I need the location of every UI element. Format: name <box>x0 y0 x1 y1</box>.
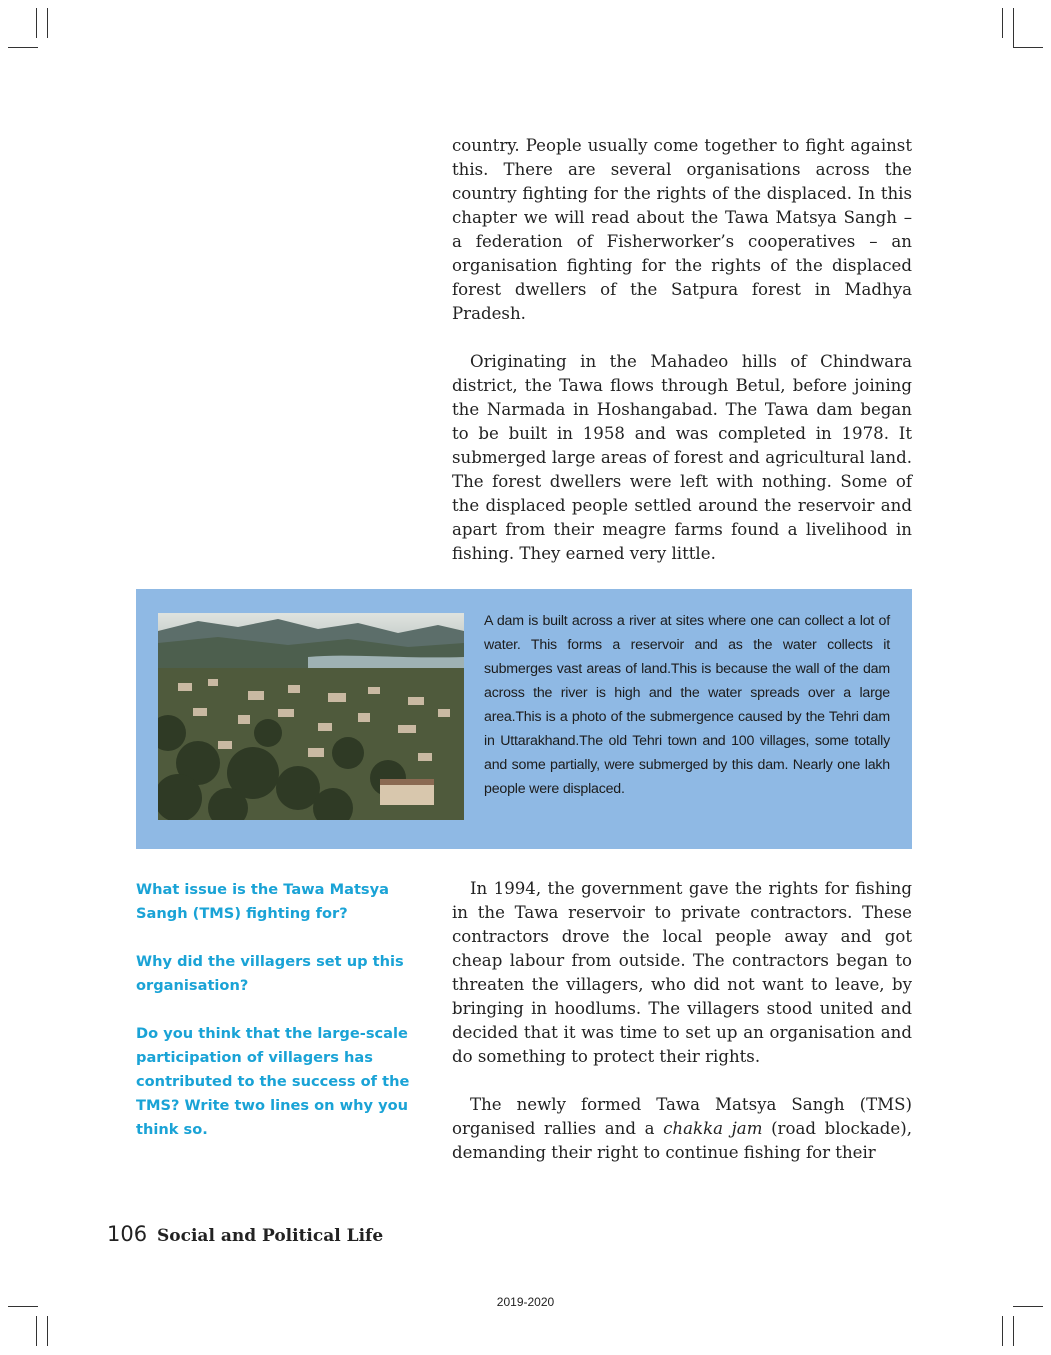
tehri-dam-photo <box>158 613 464 820</box>
paragraph-text: Originating in the Mahadeo hills of Chindwara district, the Tawa flows through Betul, before joining the Narmada in Hoshangabad. The Tawa dam began to be built in 1958 and was completed in 1978. It submerged large areas of forest and agricultural land. The forest dwellers were left with nothing. Some of the displaced people settled around the reservoir and apart from their meagre farms found a livelihood in fishing. They earned very little. <box>452 352 912 563</box>
crop-mark <box>1002 1316 1003 1346</box>
crop-mark <box>47 1316 48 1346</box>
book-title: Social and Political Life <box>157 1226 384 1246</box>
paragraph-text: In 1994, the government gave the rights for fishing in the Tawa reservoir to private contractors. These contractors drove the local people away and got cheap labour from outside. The contractors began to threaten the villagers, who did not want to leave, by bringing in hoodlums. The villagers stood united and decided that it was time to set up an organisation and do something to protect their rights. <box>452 879 912 1066</box>
question-1: What issue is the Tawa Matsya Sangh (TMS) fighting for? <box>136 881 389 922</box>
page-number: 106 <box>107 1222 148 1246</box>
photo-caption: A dam is built across a river at sites where one can collect a lot of water. This forms a reservoir and as the water collects it submerges vast areas of land.This is because the wall of the dam across the river is high and the water spreads over a large area.This is a photo of the submergence caused by the Tehri dam in Uttarakhand.The old Tehri town and 100 villages, some totally and some partially, were submerged by this dam. Nearly one lakh people were displaced. <box>484 613 890 797</box>
crop-mark <box>1013 47 1043 48</box>
paragraph-intro <box>452 134 912 326</box>
edition-year: 2019-2020 <box>496 1295 555 1309</box>
crop-mark <box>1013 8 1014 48</box>
text-span: The newly formed Tawa Matsya Sangh (TMS) organised rallies and a <box>452 1095 912 1138</box>
crop-mark <box>36 1316 37 1346</box>
crop-mark <box>36 8 37 38</box>
text-span: (road blockade), demanding their right to continue fishing for their <box>452 1119 912 1162</box>
info-box <box>136 589 912 849</box>
paragraph-text <box>452 1093 912 1165</box>
italic-term: chakka jam <box>663 1119 763 1138</box>
paragraph-1994 <box>452 877 912 1069</box>
crop-mark <box>1013 1316 1014 1346</box>
question-3: Do you think that the large-scale participation of villagers has contributed to the success of the TMS? Write two lines on why you think so. <box>136 1025 410 1138</box>
question-2: Why did the villagers set up this organisation? <box>136 953 404 994</box>
paragraph-text: country. People usually come together to fight against this. There are several organisations across the country fighting for the rights of the displaced. In this chapter we will read about the Tawa Matsya Sangh – a federation of Fisherworker’s cooperatives – an organisation fighting for the rights of the displaced forest dwellers of the Satpura forest in Madhya Pradesh. <box>452 136 912 323</box>
crop-mark <box>8 47 38 48</box>
crop-mark <box>47 8 48 38</box>
crop-mark <box>1002 8 1003 38</box>
paragraph-tms-formed <box>452 1093 912 1165</box>
margin-questions <box>136 878 426 1166</box>
paragraph-tawa-origin <box>452 350 912 566</box>
